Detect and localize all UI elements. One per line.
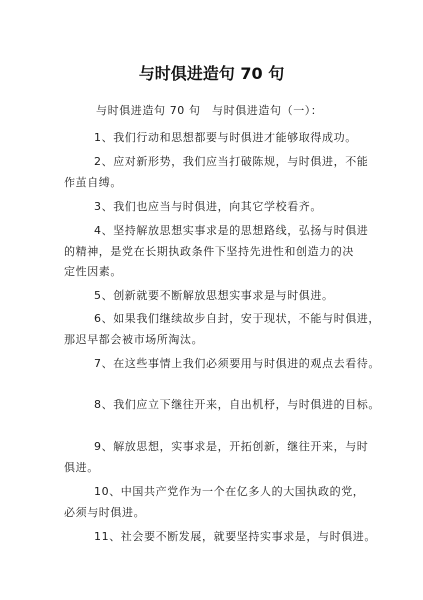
sentence-10-cont: 必须与时俱进。 <box>64 506 146 519</box>
sentence-9: 9、解放思想，实事求是，开拓创新，继往开来，与时 <box>94 440 369 453</box>
section-heading: 与时俱进造句（一）： <box>212 104 323 117</box>
sentence-4-cont: 的精神，是党在长期执政条件下坚持先进性和创造力的决 <box>64 245 354 258</box>
sentence-5: 5、创新就要不断解放思想实事求是与时俱进。 <box>94 289 334 302</box>
sentence-1: 1、我们行动和思想都要与时俱进才能够取得成功。 <box>94 131 357 144</box>
sentence-8: 8、我们应立下继往开来，自出机杼，与时俱进的目标。 <box>94 398 380 411</box>
sentence-7: 7、在这些事情上我们必须要用与时俱进的观点去看待。 <box>94 357 380 370</box>
sentence-2-cont: 作茧自缚。 <box>64 176 122 189</box>
sentence-10: 10、中国共产党作为一个在亿多人的大国执政的党， <box>94 485 365 498</box>
sentence-9-cont: 俱进。 <box>64 461 99 474</box>
subtitle-text: 与时俱进造句 70 句 <box>96 104 201 117</box>
sentence-4: 4、坚持解放思想实事求是的思想路线，弘扬与时俱进 <box>94 224 369 237</box>
sentence-3: 3、我们也应当与时俱进，向其它学校看齐。 <box>94 200 322 213</box>
sentence-4-cont2: 定性因素。 <box>64 265 122 278</box>
document-title: 与时俱进造句 70 句 <box>138 64 285 83</box>
sentence-2: 2、应对新形势，我们应当打破陈规，与时俱进，不能 <box>94 155 369 168</box>
sentence-11: 11、社会要不断发展，就要坚持实事求是，与时俱进。 <box>94 530 376 543</box>
sentence-6: 6、如果我们继续故步自封，安于现状，不能与时俱进， <box>94 312 380 325</box>
sentence-6-cont: 那迟早都会被市场所淘汰。 <box>64 333 204 346</box>
